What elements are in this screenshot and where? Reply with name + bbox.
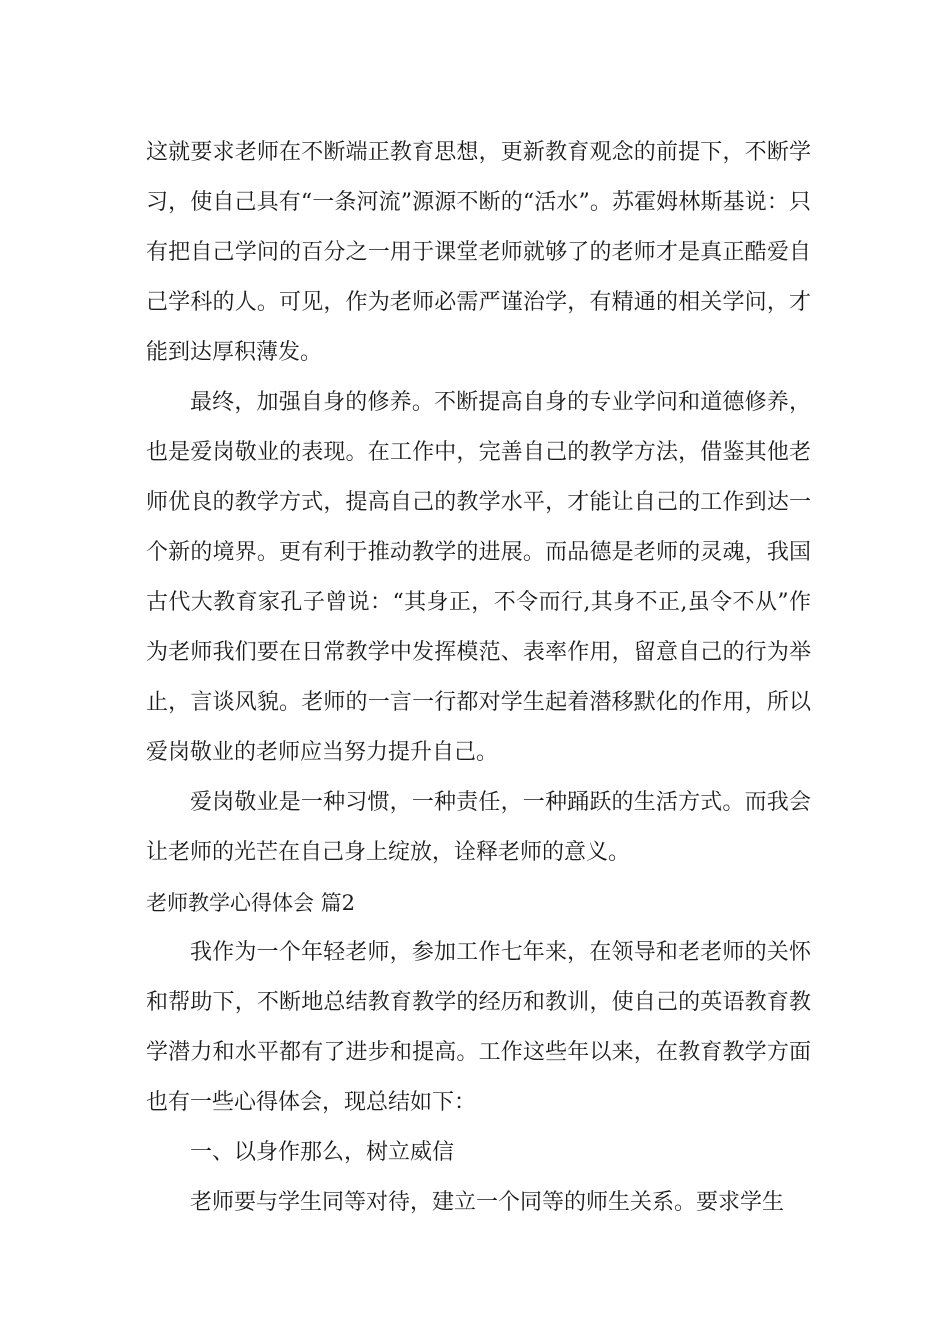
- subheading-lead-by-example: 一、以身作那么，树立威信: [190, 1140, 455, 1165]
- paragraph-continuation: 这就要求老师在不断端正教育思想，更新教育观念的前提下，不断学习，使自己具有“一条河流”源源不断的“活水”。苏霍姆林斯基说：只有把自己学问的百分之一用于课堂老师就够了的老师才是真正酷爱自己学科的人。可见，作为老师必需严谨治学，有精通的相关学问，才能到达厚积薄发。: [146, 140, 811, 365]
- paragraph-conclusion: 爱岗敬业是一种习惯，一种责任，一种踊跃的生活方式。而我会让老师的光芒在自己身上绽放，诠释老师的意义。: [146, 790, 811, 865]
- document-page: [146, 128, 811, 1228]
- section-title: 老师教学心得体会 篇2: [146, 891, 356, 915]
- paragraph-intro: 我作为一个年轻老师，参加工作七年来，在领导和老老师的关怀和帮助下，不断地总结教育教学的经历和教训，使自己的英语教育教学潜力和水平都有了进步和提高。工作这些年以来，在教育教学方面也有一些心得体会，现总结如下：: [146, 940, 811, 1115]
- paragraph-equal-treatment: 老师要与学生同等对待，建立一个同等的师生关系。要求学生: [190, 1190, 785, 1215]
- paragraph-self-cultivation: 最终，加强自身的修养。不断提高自身的专业学问和道德修养，也是爱岗敬业的表现。在工作中，完善自己的教学方法，借鉴其他老师优良的教学方式，提高自己的教学水平，才能让自己的工作到达一个新的境界。更有利于推动教学的进展。而品德是老师的灵魂，我国古代大教育家孔子曾说：“其身正，不令而行,其身不正,虽令不从”作为老师我们要在日常教学中发挥模范、表率作用，留意自己的行为举止，言谈风貌。老师的一言一行都对学生起着潜移默化的作用，所以爱岗敬业的老师应当努力提升自己。: [146, 390, 811, 765]
